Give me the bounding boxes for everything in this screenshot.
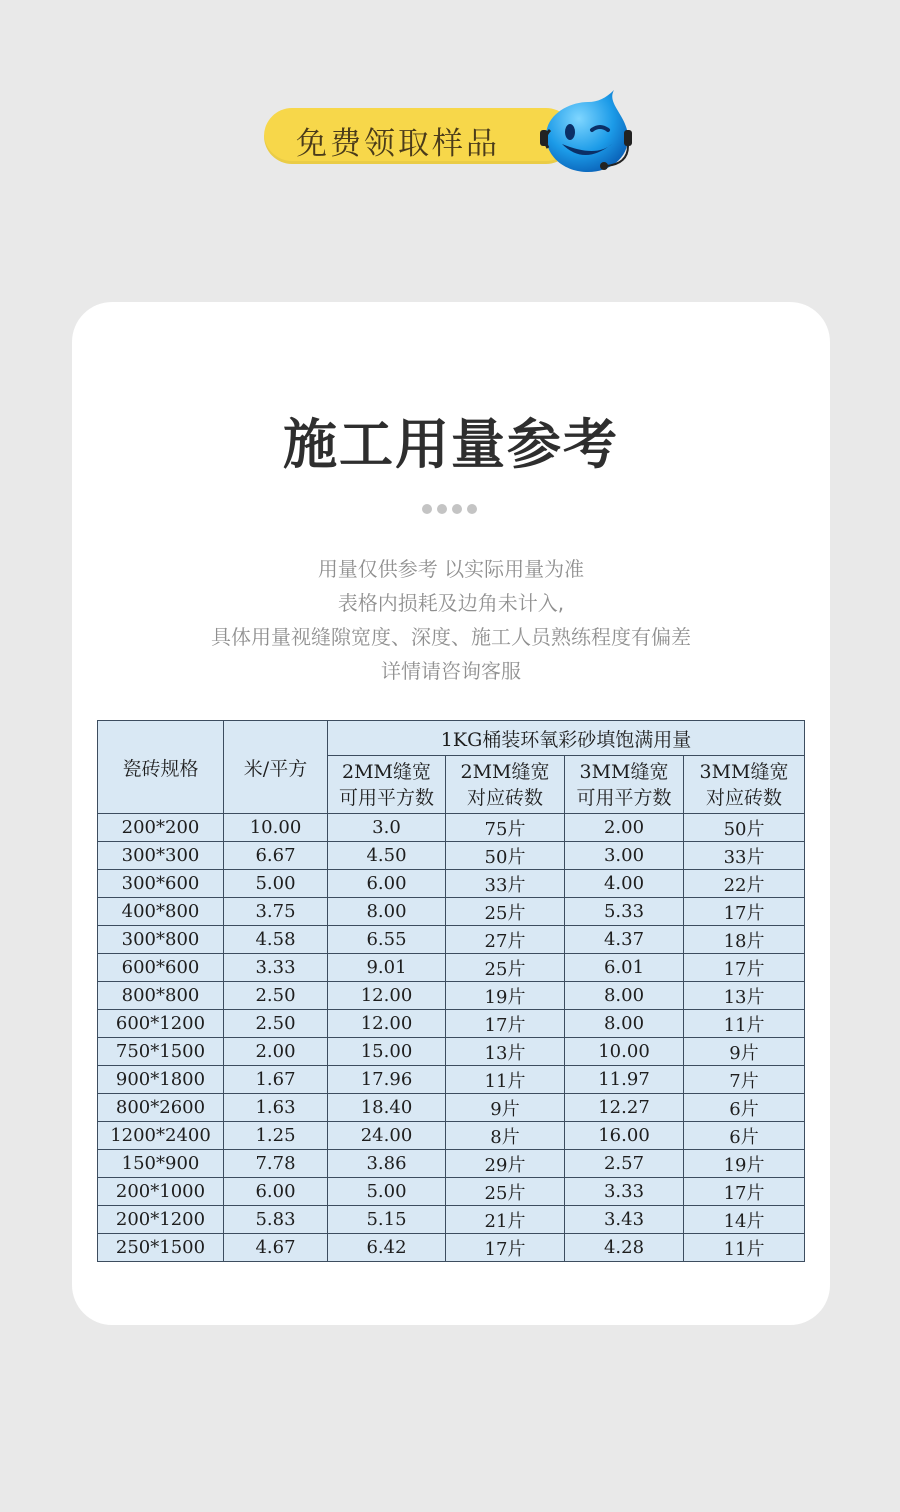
table-cell: 12.00 bbox=[328, 1010, 446, 1038]
dots-divider bbox=[422, 504, 477, 514]
table-cell: 4.37 bbox=[565, 926, 684, 954]
table-cell: 50片 bbox=[684, 814, 805, 842]
table-cell: 300*600 bbox=[98, 870, 224, 898]
table-cell: 1.63 bbox=[224, 1094, 328, 1122]
table-cell: 4.00 bbox=[565, 870, 684, 898]
table-cell: 300*800 bbox=[98, 926, 224, 954]
table-cell: 3.33 bbox=[565, 1178, 684, 1206]
table-cell: 6.00 bbox=[224, 1178, 328, 1206]
table-cell: 50片 bbox=[446, 842, 565, 870]
header-sub-2 bbox=[565, 756, 684, 814]
table-cell: 400*800 bbox=[98, 898, 224, 926]
table-cell: 8片 bbox=[446, 1122, 565, 1150]
table-cell: 3.43 bbox=[565, 1206, 684, 1234]
table-cell: 5.83 bbox=[224, 1206, 328, 1234]
table-cell: 200*200 bbox=[98, 814, 224, 842]
dot bbox=[467, 504, 477, 514]
note-line: 详情请咨询客服 bbox=[381, 659, 521, 683]
table-cell: 4.28 bbox=[565, 1234, 684, 1262]
dot bbox=[422, 504, 432, 514]
table-cell: 2.50 bbox=[224, 982, 328, 1010]
table-cell: 25片 bbox=[446, 1178, 565, 1206]
table-cell: 2.57 bbox=[565, 1150, 684, 1178]
table-cell: 2.00 bbox=[224, 1038, 328, 1066]
table-cell: 4.50 bbox=[328, 842, 446, 870]
table-cell: 800*800 bbox=[98, 982, 224, 1010]
table-cell: 6.55 bbox=[328, 926, 446, 954]
table-cell: 2.00 bbox=[565, 814, 684, 842]
table-cell: 900*1800 bbox=[98, 1066, 224, 1094]
dot bbox=[452, 504, 462, 514]
table-row bbox=[98, 1094, 805, 1122]
table-cell: 18片 bbox=[684, 926, 805, 954]
table-cell: 6.42 bbox=[328, 1234, 446, 1262]
table-cell: 250*1500 bbox=[98, 1234, 224, 1262]
table-cell: 150*900 bbox=[98, 1150, 224, 1178]
table-cell: 200*1000 bbox=[98, 1178, 224, 1206]
table-cell: 3.86 bbox=[328, 1150, 446, 1178]
table-cell: 21片 bbox=[446, 1206, 565, 1234]
table-cell: 200*1200 bbox=[98, 1206, 224, 1234]
table-cell: 5.33 bbox=[565, 898, 684, 926]
header-sub-3 bbox=[684, 756, 805, 814]
table-cell: 18.40 bbox=[328, 1094, 446, 1122]
table-cell: 1.67 bbox=[224, 1066, 328, 1094]
table-cell: 3.00 bbox=[565, 842, 684, 870]
header-sub-1 bbox=[446, 756, 565, 814]
page-title: 施工用量参考 bbox=[283, 413, 619, 476]
table-row bbox=[98, 1150, 805, 1178]
table-cell: 8.00 bbox=[328, 898, 446, 926]
table-cell: 5.00 bbox=[328, 1178, 446, 1206]
note-line: 用量仅供参考 以实际用量为准 bbox=[317, 557, 585, 581]
table-cell: 6.01 bbox=[565, 954, 684, 982]
table-cell: 11片 bbox=[684, 1010, 805, 1038]
table-cell: 75片 bbox=[446, 814, 565, 842]
table-cell: 6片 bbox=[684, 1122, 805, 1150]
table-cell: 8.00 bbox=[565, 982, 684, 1010]
table-cell: 600*1200 bbox=[98, 1010, 224, 1038]
table-cell: 27片 bbox=[446, 926, 565, 954]
header-sub-line: 对应砖数 bbox=[466, 786, 543, 809]
header-tile-spec: 瓷砖规格 bbox=[98, 721, 224, 814]
table-cell: 24.00 bbox=[328, 1122, 446, 1150]
table-row bbox=[98, 1234, 805, 1262]
table-cell: 5.15 bbox=[328, 1206, 446, 1234]
free-sample-label: 免费领取样品 bbox=[296, 126, 500, 162]
table-row bbox=[98, 814, 805, 842]
table-cell: 17片 bbox=[684, 954, 805, 982]
table-row bbox=[98, 1206, 805, 1234]
header-sub-line: 2MM缝宽 bbox=[342, 760, 431, 783]
table-cell: 6片 bbox=[684, 1094, 805, 1122]
note-line: 表格内损耗及边角未计入, bbox=[337, 591, 565, 615]
table-cell: 1200*2400 bbox=[98, 1122, 224, 1150]
table-cell: 11片 bbox=[446, 1066, 565, 1094]
header-sub-line: 对应砖数 bbox=[706, 786, 783, 809]
table-row bbox=[98, 842, 805, 870]
table-cell: 600*600 bbox=[98, 954, 224, 982]
usage-table bbox=[97, 720, 805, 1262]
table-cell: 9片 bbox=[684, 1038, 805, 1066]
table-row bbox=[98, 1066, 805, 1094]
table-cell: 3.33 bbox=[224, 954, 328, 982]
table-cell: 4.58 bbox=[224, 926, 328, 954]
usage-notes bbox=[72, 552, 830, 688]
dot bbox=[437, 504, 447, 514]
table-cell: 9片 bbox=[446, 1094, 565, 1122]
table-cell: 17片 bbox=[446, 1234, 565, 1262]
table-cell: 3.0 bbox=[328, 814, 446, 842]
table-cell: 15.00 bbox=[328, 1038, 446, 1066]
header-sub-line: 可用平方数 bbox=[338, 786, 434, 809]
header-sub-line: 2MM缝宽 bbox=[460, 760, 550, 783]
table-cell: 10.00 bbox=[565, 1038, 684, 1066]
table-row bbox=[98, 870, 805, 898]
table-cell: 13片 bbox=[684, 982, 805, 1010]
table-cell: 11.97 bbox=[565, 1066, 684, 1094]
table-cell: 6.00 bbox=[328, 870, 446, 898]
free-sample-button[interactable] bbox=[264, 108, 574, 164]
table-cell: 9.01 bbox=[328, 954, 446, 982]
table-cell: 29片 bbox=[446, 1150, 565, 1178]
table-cell: 19片 bbox=[684, 1150, 805, 1178]
table-cell: 8.00 bbox=[565, 1010, 684, 1038]
table-row bbox=[98, 1010, 805, 1038]
table-row bbox=[98, 926, 805, 954]
table-cell: 17.96 bbox=[328, 1066, 446, 1094]
table-cell: 5.00 bbox=[224, 870, 328, 898]
table-cell: 17片 bbox=[684, 1178, 805, 1206]
table-cell: 13片 bbox=[446, 1038, 565, 1066]
table-cell: 6.67 bbox=[224, 842, 328, 870]
table-cell: 17片 bbox=[446, 1010, 565, 1038]
header-sub-line: 3MM缝宽 bbox=[699, 760, 789, 783]
smiley-water-drop-icon bbox=[536, 86, 636, 176]
table-cell: 25片 bbox=[446, 954, 565, 982]
table-cell: 1.25 bbox=[224, 1122, 328, 1150]
table-cell: 4.67 bbox=[224, 1234, 328, 1262]
table-cell: 33片 bbox=[684, 842, 805, 870]
table-cell: 7.78 bbox=[224, 1150, 328, 1178]
table-cell: 3.75 bbox=[224, 898, 328, 926]
table-cell: 19片 bbox=[446, 982, 565, 1010]
table-cell: 33片 bbox=[446, 870, 565, 898]
table-cell: 16.00 bbox=[565, 1122, 684, 1150]
table-cell: 12.00 bbox=[328, 982, 446, 1010]
table-cell: 22片 bbox=[684, 870, 805, 898]
table-cell: 11片 bbox=[684, 1234, 805, 1262]
table-cell: 14片 bbox=[684, 1206, 805, 1234]
table-row bbox=[98, 1038, 805, 1066]
table-cell: 750*1500 bbox=[98, 1038, 224, 1066]
header-sub-0 bbox=[328, 756, 446, 814]
table-row bbox=[98, 1122, 805, 1150]
header-meter-per-sqm: 米/平方 bbox=[224, 721, 328, 814]
table-cell: 25片 bbox=[446, 898, 565, 926]
note-line: 具体用量视缝隙宽度、深度、施工人员熟练程度有偏差 bbox=[211, 625, 691, 649]
header-group-usage: 1KG桶装环氧彩砂填饱满用量 bbox=[328, 721, 805, 756]
table-row bbox=[98, 1178, 805, 1206]
header-sub-line: 可用平方数 bbox=[576, 786, 672, 809]
table-cell: 7片 bbox=[684, 1066, 805, 1094]
table-cell: 2.50 bbox=[224, 1010, 328, 1038]
table-cell: 800*2600 bbox=[98, 1094, 224, 1122]
table-cell: 17片 bbox=[684, 898, 805, 926]
table-row bbox=[98, 982, 805, 1010]
table-row bbox=[98, 898, 805, 926]
table-cell: 10.00 bbox=[224, 814, 328, 842]
table-cell: 12.27 bbox=[565, 1094, 684, 1122]
table-row bbox=[98, 954, 805, 982]
header-sub-line: 3MM缝宽 bbox=[579, 760, 669, 783]
table-cell: 300*300 bbox=[98, 842, 224, 870]
